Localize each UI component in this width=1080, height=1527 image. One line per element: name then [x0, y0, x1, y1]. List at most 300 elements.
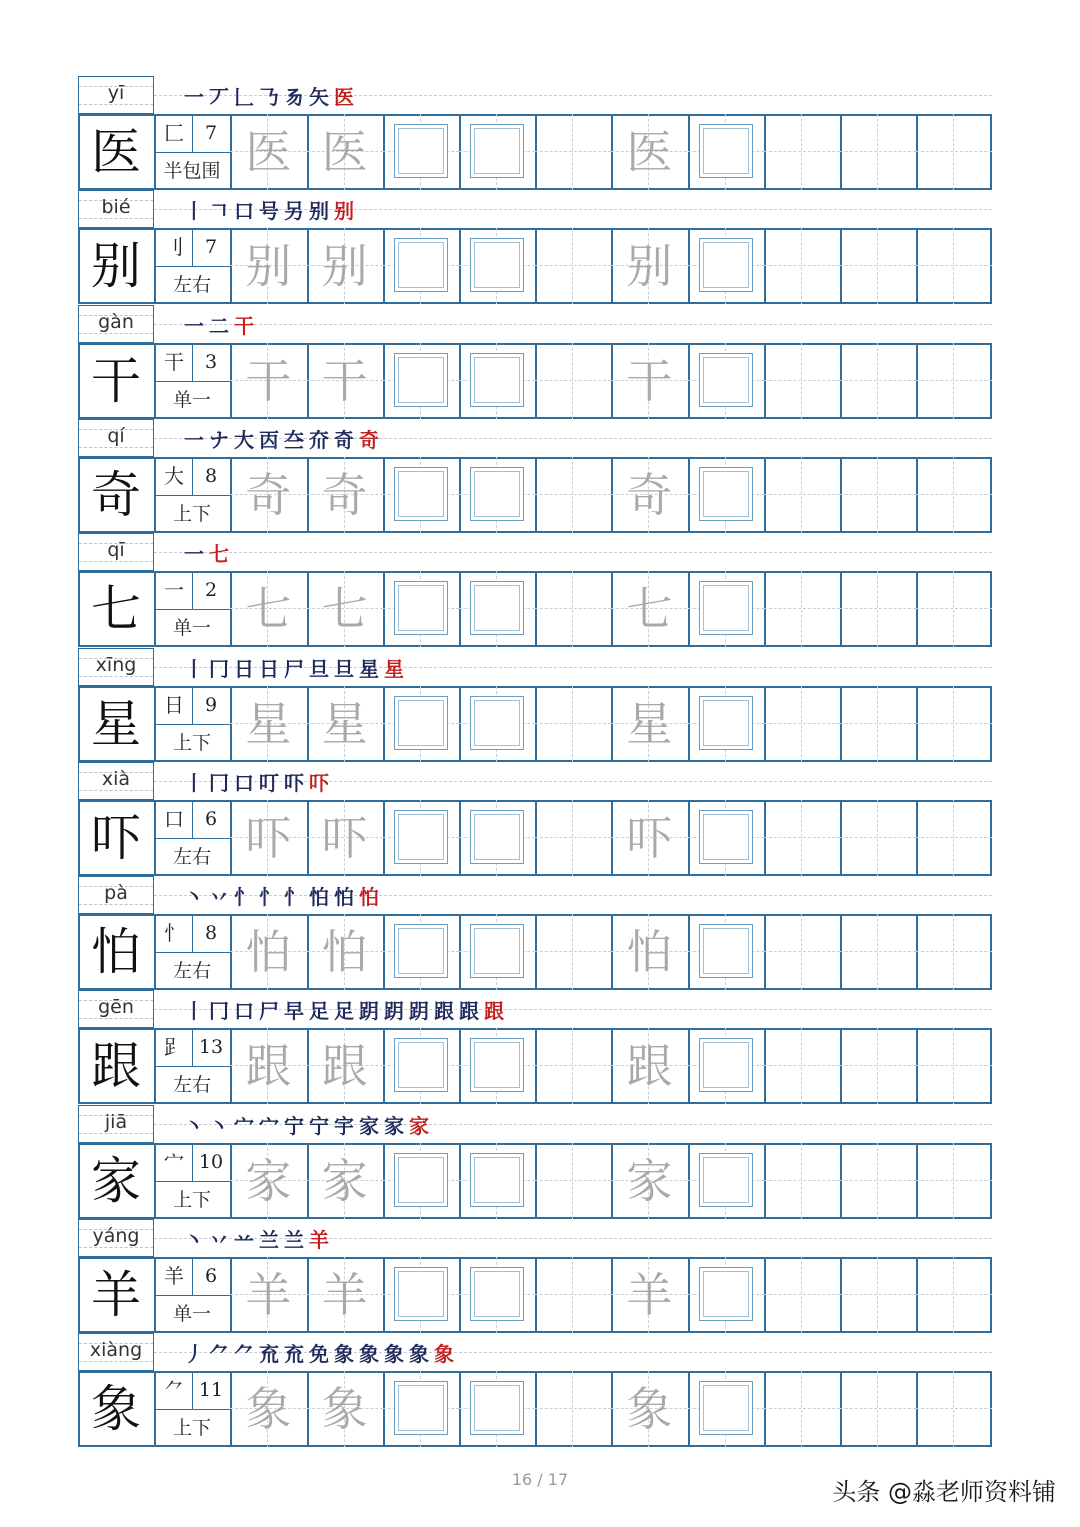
copy-box-inner: [398, 700, 444, 746]
pinyin-row: [78, 648, 992, 686]
guide-line: [572, 800, 573, 876]
copy-box-inner: [474, 1385, 520, 1431]
character-block: [78, 1219, 992, 1333]
stroke-step: 别: [309, 199, 329, 224]
copy-box-cell[interactable]: [459, 228, 535, 304]
guide-line: [877, 1257, 878, 1333]
copy-box[interactable]: [394, 1038, 448, 1092]
guide-line: [801, 571, 802, 647]
guide-line: [79, 104, 153, 105]
copy-box[interactable]: [470, 238, 524, 292]
character-info: [154, 1371, 230, 1447]
radical: 日: [164, 692, 184, 717]
practice-cell[interactable]: [535, 457, 611, 533]
copy-box-inner: [474, 585, 520, 631]
copy-box-cell[interactable]: [459, 114, 535, 190]
practice-cell[interactable]: [916, 1143, 992, 1219]
practice-cell[interactable]: [916, 571, 992, 647]
stroke-step: ナ: [209, 427, 229, 452]
copy-box[interactable]: [394, 124, 448, 178]
stroke-step: 丿: [184, 1342, 204, 1367]
pinyin-cell: [78, 876, 154, 914]
guide-line: [764, 1065, 840, 1066]
guide-line: [916, 494, 992, 495]
copy-box-cell[interactable]: [383, 1143, 459, 1219]
stroke-step: 丶: [209, 1113, 229, 1138]
structure: 单一: [172, 617, 211, 640]
guide-line: [572, 1371, 573, 1447]
guide-line: [154, 552, 992, 553]
guide-line: [801, 686, 802, 762]
guide-line: [801, 457, 802, 533]
guide-line: [840, 837, 916, 838]
radical: 宀: [164, 1149, 184, 1174]
copy-box[interactable]: [699, 353, 753, 407]
practice-cell[interactable]: [916, 800, 992, 876]
copy-box-inner: [474, 700, 520, 746]
practice-cell[interactable]: [764, 343, 840, 419]
copy-box-inner: [398, 357, 444, 403]
trace-cell: [307, 914, 383, 990]
stroke-step: 䒑: [234, 1228, 254, 1252]
guide-line: [877, 457, 878, 533]
stroke-step: 𠃊: [234, 85, 254, 109]
trace-cell: [611, 686, 687, 762]
copy-box[interactable]: [699, 696, 753, 750]
stroke-step: 旦: [309, 656, 329, 681]
trace-character: 象: [626, 1382, 673, 1437]
guide-line: [572, 571, 573, 647]
stroke-step: 冂: [209, 770, 229, 795]
practice-cell[interactable]: [535, 1257, 611, 1333]
pinyin-cell: [78, 1105, 154, 1143]
copy-box-cell[interactable]: [459, 1371, 535, 1447]
character-info: [154, 800, 230, 876]
copy-box-cell[interactable]: [383, 914, 459, 990]
guide-line: [953, 457, 954, 533]
practice-cell[interactable]: [764, 1257, 840, 1333]
stroke-order: [184, 654, 409, 684]
model-character: 七: [91, 580, 141, 639]
stroke-step: 象: [384, 1342, 404, 1367]
guide-line: [79, 1247, 153, 1248]
copy-box-cell[interactable]: [688, 686, 764, 762]
pinyin-row: [78, 76, 992, 114]
copy-box-cell[interactable]: [688, 1028, 764, 1104]
stroke-order: [184, 311, 259, 341]
guide-line: [79, 904, 153, 905]
practice-cell[interactable]: [535, 343, 611, 419]
trace-character: 别: [245, 239, 292, 294]
stroke-step: 旦: [334, 656, 354, 681]
column-divider: [154, 1371, 156, 1447]
copy-box[interactable]: [394, 1153, 448, 1207]
practice-cell[interactable]: [916, 457, 992, 533]
copy-box-cell[interactable]: [459, 1028, 535, 1104]
structure: 左右: [172, 960, 211, 983]
stroke-step: 七: [209, 542, 229, 567]
trace-cell: [230, 457, 306, 533]
radical: 忄: [164, 921, 184, 946]
copy-box[interactable]: [699, 238, 753, 292]
copy-box[interactable]: [470, 1038, 524, 1092]
stroke-step: 羊: [309, 1228, 329, 1252]
copy-box[interactable]: [394, 810, 448, 864]
writing-row: [78, 686, 992, 762]
guide-line: [840, 1408, 916, 1409]
trace-cell: [307, 343, 383, 419]
practice-cell[interactable]: [916, 114, 992, 190]
guide-line: [79, 1133, 153, 1134]
guide-line: [79, 790, 153, 791]
pinyin-row: [78, 990, 992, 1028]
trace-cell: [307, 114, 383, 190]
trace-cell: [307, 1028, 383, 1104]
writing-row: [78, 1143, 992, 1219]
pinyin-label: qí: [107, 424, 125, 447]
guide-line: [840, 151, 916, 152]
copy-box-cell[interactable]: [688, 343, 764, 419]
practice-cell[interactable]: [840, 343, 916, 419]
stroke-count: 11: [198, 1379, 224, 1402]
trace-cell: [611, 228, 687, 304]
copy-box[interactable]: [699, 1153, 753, 1207]
trace-cell: [230, 114, 306, 190]
copy-box-cell[interactable]: [459, 914, 535, 990]
practice-cell[interactable]: [535, 800, 611, 876]
guide-line: [953, 1143, 954, 1219]
model-character: 干: [91, 351, 141, 410]
practice-cell[interactable]: [535, 114, 611, 190]
stroke-step: 丷: [209, 1228, 229, 1252]
stroke-step: 日: [234, 656, 254, 681]
practice-cell[interactable]: [535, 1371, 611, 1447]
copy-box[interactable]: [394, 924, 448, 978]
stroke-step: 一: [184, 427, 204, 452]
guide-line: [764, 837, 840, 838]
copy-box[interactable]: [470, 353, 524, 407]
trace-character: 星: [321, 696, 368, 751]
copy-box-cell[interactable]: [459, 571, 535, 647]
pinyin-label: gēn: [98, 996, 134, 1019]
stroke-order: [184, 996, 509, 1026]
trace-cell: [307, 1371, 383, 1447]
copy-box-cell[interactable]: [688, 1257, 764, 1333]
stroke-step: 象: [359, 1342, 379, 1367]
practice-cell[interactable]: [916, 343, 992, 419]
copy-box[interactable]: [394, 696, 448, 750]
stroke-step: 星: [359, 656, 379, 681]
model-character: 怕: [91, 923, 141, 982]
copy-box[interactable]: [394, 581, 448, 635]
trace-character: 奇: [321, 467, 368, 522]
guide-line: [877, 1143, 878, 1219]
practice-cell[interactable]: [916, 914, 992, 990]
guide-line: [79, 1018, 153, 1019]
practice-cell[interactable]: [764, 114, 840, 190]
stroke-step: 别: [334, 199, 354, 224]
trace-cell: [611, 114, 687, 190]
guide-line: [877, 914, 878, 990]
trace-character: 象: [245, 1382, 292, 1437]
stroke-step: 兰: [284, 1228, 304, 1252]
guide-line: [535, 380, 611, 381]
copy-box[interactable]: [394, 1267, 448, 1321]
copy-box[interactable]: [394, 467, 448, 521]
copy-box-cell[interactable]: [688, 571, 764, 647]
stroke-step: 口: [234, 999, 254, 1024]
guide-line: [801, 800, 802, 876]
character-info: [154, 1257, 230, 1333]
stroke-step: 口: [234, 770, 254, 795]
trace-character: 别: [321, 239, 368, 294]
guide-line: [877, 343, 878, 419]
stroke-count: 7: [204, 122, 218, 144]
structure: 单一: [172, 1303, 211, 1325]
practice-cell[interactable]: [916, 1371, 992, 1447]
stroke-step: 怕: [334, 885, 354, 910]
copy-box-cell[interactable]: [383, 228, 459, 304]
copy-box[interactable]: [699, 1267, 753, 1321]
practice-cell[interactable]: [840, 1257, 916, 1333]
copy-box[interactable]: [470, 696, 524, 750]
copy-box-cell[interactable]: [459, 1257, 535, 1333]
copy-box-cell[interactable]: [383, 1257, 459, 1333]
trace-cell: [230, 1371, 306, 1447]
trace-character: 七: [321, 582, 368, 637]
character-info: [154, 1028, 230, 1104]
character-info: [154, 686, 230, 762]
copy-box[interactable]: [470, 124, 524, 178]
trace-character: 奇: [626, 467, 673, 522]
practice-cell[interactable]: [535, 686, 611, 762]
trace-character: 干: [321, 353, 368, 408]
trace-cell: [611, 914, 687, 990]
practice-cell[interactable]: [840, 571, 916, 647]
stroke-step: 夳: [284, 427, 304, 452]
stroke-count: 6: [204, 807, 218, 830]
copy-box-cell[interactable]: [459, 343, 535, 419]
stroke-step: 忄: [234, 885, 254, 910]
copy-box[interactable]: [699, 924, 753, 978]
copy-box[interactable]: [699, 467, 753, 521]
copy-box-cell[interactable]: [459, 686, 535, 762]
pinyin-label: yī: [107, 82, 125, 104]
structure: 上下: [172, 1188, 211, 1211]
stroke-step: 号: [259, 199, 279, 224]
guide-line: [572, 114, 573, 190]
practice-cell[interactable]: [764, 1371, 840, 1447]
practice-cell[interactable]: [535, 914, 611, 990]
practice-cell[interactable]: [916, 1257, 992, 1333]
copy-box-cell[interactable]: [383, 457, 459, 533]
guide-line: [877, 1028, 878, 1104]
guide-line: [877, 571, 878, 647]
trace-character: 吓: [321, 810, 368, 865]
guide-line: [840, 1180, 916, 1181]
guide-line: [535, 1065, 611, 1066]
practice-cell[interactable]: [840, 114, 916, 190]
copy-box[interactable]: [470, 1381, 524, 1435]
stroke-step: 医: [334, 85, 354, 109]
copy-box[interactable]: [699, 1038, 753, 1092]
stroke-step: 二: [209, 313, 229, 338]
copy-box[interactable]: [470, 1267, 524, 1321]
copy-box[interactable]: [470, 581, 524, 635]
model-character: 跟: [91, 1037, 141, 1096]
structure: 上下: [172, 502, 211, 525]
copy-box[interactable]: [699, 1381, 753, 1435]
copy-box-inner: [398, 242, 444, 288]
stroke-count: 7: [204, 236, 218, 259]
radical: 口: [164, 806, 184, 831]
copy-box-cell[interactable]: [688, 457, 764, 533]
copy-box-cell[interactable]: [383, 114, 459, 190]
practice-cell[interactable]: [916, 228, 992, 304]
guide-line: [916, 265, 992, 266]
practice-cell[interactable]: [764, 686, 840, 762]
stroke-step: 忄: [259, 885, 279, 910]
character-block: [78, 76, 992, 190]
copy-box[interactable]: [699, 581, 753, 635]
practice-cell[interactable]: [764, 571, 840, 647]
copy-box-cell[interactable]: [688, 1371, 764, 1447]
copy-box-cell[interactable]: [383, 343, 459, 419]
practice-cell[interactable]: [840, 914, 916, 990]
practice-cell[interactable]: [535, 228, 611, 304]
guide-line: [79, 447, 153, 448]
copy-box[interactable]: [470, 924, 524, 978]
stroke-step: 吓: [284, 770, 304, 795]
copy-box-cell[interactable]: [688, 914, 764, 990]
stroke-step: 跟: [459, 999, 479, 1024]
pinyin-row: [78, 419, 992, 457]
radical: ⺈: [164, 1378, 184, 1403]
stroke-step: 冂: [209, 999, 229, 1024]
guide-line: [953, 1028, 954, 1104]
pinyin-cell: [78, 305, 154, 343]
guide-line: [953, 571, 954, 647]
stroke-step: 家: [409, 1113, 429, 1138]
trace-cell: [230, 228, 306, 304]
copy-box-cell[interactable]: [688, 1143, 764, 1219]
copy-box-cell[interactable]: [383, 800, 459, 876]
copy-box[interactable]: [470, 467, 524, 521]
practice-cell[interactable]: [840, 228, 916, 304]
stroke-count: 2: [204, 579, 218, 602]
practice-cell[interactable]: [764, 1143, 840, 1219]
copy-box[interactable]: [394, 1381, 448, 1435]
practice-cell[interactable]: [535, 1028, 611, 1104]
column-divider: [154, 228, 156, 304]
practice-cell[interactable]: [764, 457, 840, 533]
trace-cell: [611, 1143, 687, 1219]
guide-line: [916, 837, 992, 838]
pinyin-row: [78, 190, 992, 228]
stroke-step: 家: [359, 1113, 379, 1138]
copy-box-cell[interactable]: [383, 1028, 459, 1104]
copy-box-cell[interactable]: [459, 800, 535, 876]
trace-character: 别: [626, 239, 673, 294]
copy-box-inner: [703, 1042, 749, 1088]
stroke-step: 丨: [184, 656, 204, 681]
practice-cell[interactable]: [840, 1371, 916, 1447]
pinyin-cell: [78, 190, 154, 228]
copy-box-cell[interactable]: [688, 228, 764, 304]
trace-character: 医: [321, 125, 368, 179]
guide-line: [801, 114, 802, 190]
trace-cell: [307, 1257, 383, 1333]
practice-cell[interactable]: [916, 1028, 992, 1104]
copy-box-inner: [398, 585, 444, 631]
character-info: [154, 1143, 230, 1219]
radical: 刂: [164, 235, 184, 260]
radical: 大: [164, 463, 184, 488]
practice-cell[interactable]: [840, 457, 916, 533]
practice-cell[interactable]: [840, 800, 916, 876]
guide-line: [801, 914, 802, 990]
column-divider: [154, 571, 156, 647]
trace-cell: [307, 457, 383, 533]
column-divider: [154, 1143, 156, 1219]
trace-character: 星: [245, 696, 292, 751]
copy-box-cell[interactable]: [688, 114, 764, 190]
stroke-step: 干: [234, 313, 254, 338]
practice-cell[interactable]: [764, 914, 840, 990]
copy-box-cell[interactable]: [383, 571, 459, 647]
copy-box-cell[interactable]: [459, 1143, 535, 1219]
copy-box-cell[interactable]: [688, 800, 764, 876]
stroke-step: 跟: [484, 999, 504, 1024]
copy-box-cell[interactable]: [383, 1371, 459, 1447]
practice-cell[interactable]: [840, 686, 916, 762]
practice-cell[interactable]: [916, 686, 992, 762]
practice-cell[interactable]: [840, 1028, 916, 1104]
copy-box-inner: [474, 1157, 520, 1203]
stroke-count: 10: [198, 1150, 224, 1173]
practice-cell[interactable]: [535, 1143, 611, 1219]
character-block: [78, 533, 992, 647]
stroke-step: 象: [409, 1342, 429, 1367]
structure: 半包围: [163, 160, 221, 182]
structure: 左右: [172, 845, 211, 868]
model-character: 医: [91, 123, 141, 181]
copy-box[interactable]: [470, 810, 524, 864]
trace-cell: [307, 800, 383, 876]
guide-line: [79, 333, 153, 334]
practice-cell[interactable]: [764, 228, 840, 304]
practice-cell[interactable]: [840, 1143, 916, 1219]
copy-box[interactable]: [699, 124, 753, 178]
copy-box[interactable]: [394, 353, 448, 407]
trace-cell: [611, 571, 687, 647]
copy-box[interactable]: [394, 238, 448, 292]
copy-box[interactable]: [699, 810, 753, 864]
pinyin-cell: [78, 533, 154, 571]
stroke-step: 𠃍: [209, 199, 229, 224]
copy-box-cell[interactable]: [459, 457, 535, 533]
practice-cell[interactable]: [535, 571, 611, 647]
writing-row: [78, 114, 992, 190]
copy-box-inner: [703, 1157, 749, 1203]
copy-box-cell[interactable]: [383, 686, 459, 762]
trace-character: 跟: [245, 1039, 292, 1094]
practice-cell[interactable]: [764, 1028, 840, 1104]
copy-box[interactable]: [470, 1153, 524, 1207]
guide-line: [916, 1065, 992, 1066]
practice-cell[interactable]: [764, 800, 840, 876]
guide-line: [572, 228, 573, 304]
